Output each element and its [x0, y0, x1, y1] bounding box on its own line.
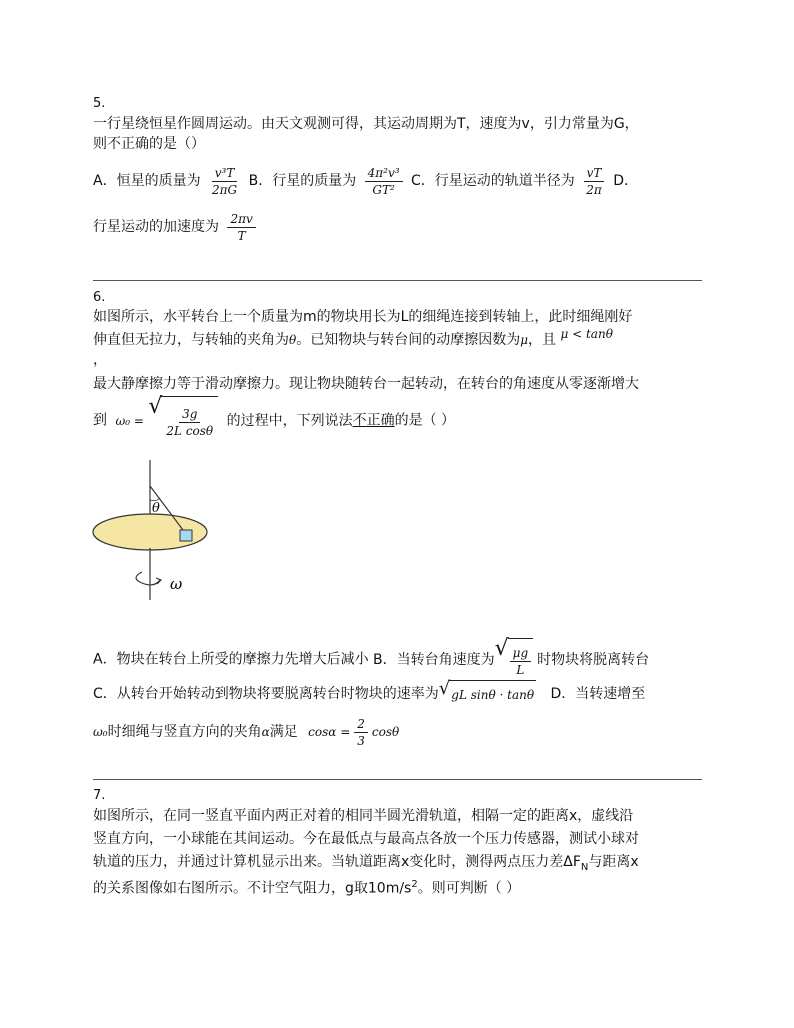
q6-condition: μ < tanθ — [560, 327, 613, 341]
separator — [93, 779, 702, 780]
q6-option-b[interactable]: B．当转台角速度为 √ $\frac{\mu g}{L}$ 时物块将脱离转台 — [373, 652, 649, 668]
mu-symbol: μ — [520, 333, 529, 347]
q5-option-d-formula: $\frac{2\pi v}{T}$ — [227, 212, 255, 243]
block — [180, 530, 192, 541]
q6-line2: 伸直但无拉力，与转轴的夹角为θ。已知物块与转台间的动摩擦因数为μ，且 μ < tanθ — [93, 327, 613, 348]
q5-option-d-label[interactable]: D． — [613, 173, 639, 189]
q7-line2: 竖直方向，一小球能在其间运动。今在最低点与最高点各放一个压力传感器，测试小球对 — [93, 831, 639, 847]
q7-line3: 轨道的压力，并通过计算机显示出来。当轨道距离x变化时，测得两点压力差$\Delta F_N$与距离x — [93, 854, 639, 873]
omega0-formula: √ $\frac{3g}{\text{2L cosθ}}$ — [148, 396, 218, 445]
q5-stem-line2: 则不正确的是（） — [93, 136, 205, 152]
q5-option-c[interactable]: C．行星运动的轨道半径为 $\frac{vT}{2\pi}$ — [411, 173, 613, 189]
omega-label: ω — [170, 575, 183, 593]
q6-option-d-label[interactable]: D．当转速增至 — [550, 685, 646, 702]
q5-option-a[interactable]: A．恒星的质量为 $\frac{\text{v³T}}{2\pi G}$ — [93, 173, 249, 189]
q5-options-row — [93, 158, 638, 204]
q6-line4: 到 ω₀ = √ $\frac{3g}{\text{2L cosθ}}$ 的过程中，下列说法不正确的是（ ） — [93, 396, 455, 445]
q7-line1: 如图所示，在同一竖直平面内两正对着的相同半圆光滑轨道，相隔一定的距离x，虚线沿 — [93, 808, 634, 824]
q6-options-cd — [93, 680, 645, 707]
q6-option-d-formula: cosα = $\frac{2}{3}$ cosθ — [308, 717, 400, 748]
q5-number: 5. — [93, 96, 106, 111]
q5-option-c-formula: $\frac{vT}{2\pi}$ — [583, 166, 605, 197]
q5-option-d[interactable]: 行星运动的加速度为 $\frac{2\pi v}{T}$ — [93, 204, 260, 250]
q6-option-c[interactable]: C．从转台开始转动到物块将要脱离转台时物块的速率为 √ gL sinθ · tanθ — [93, 686, 536, 702]
separator — [93, 280, 702, 281]
q6-line3: 最大静摩擦力等于滑动摩擦力。现让物块随转台一起转动，在转台的角速度从零逐渐增大 — [93, 376, 639, 392]
q7-line4: 的关系图像如右图所示。不计空气阻力，g取$10m/s^2$。则可判断（ ） — [93, 879, 521, 897]
omega0-lhs: ω₀ = — [115, 413, 144, 428]
q6-option-a[interactable]: A．物块在转台上所受的摩擦力先增大后减小 — [93, 651, 369, 668]
q6-number: 6. — [93, 290, 106, 305]
q6-options-ab — [93, 638, 649, 681]
q6-line1: 如图所示，水平转台上一个质量为m的物块用长为L的细绳连接到转轴上，此时细绳刚好 — [93, 309, 633, 325]
q7-number: 7. — [93, 788, 106, 803]
q5-option-b-formula: $\frac{\text{4π²v³}}{\text{GT²}}$ — [365, 166, 403, 197]
q5-option-a-formula: $\frac{\text{v³T}}{2\pi G}$ — [212, 165, 238, 197]
q6-option-d[interactable]: ω₀时细绳与竖直方向的夹角α满足 cosα = $\frac{2}{3}$ cosθ — [93, 717, 400, 748]
q5-stem-line1: 一行星绕恒星作圆周运动。由天文观测可得，其运动周期为T，速度为v，引力常量为G， — [93, 116, 639, 132]
q6-comma: ， — [93, 352, 107, 368]
theta-symbol: θ — [289, 333, 297, 347]
theta-label: θ — [152, 501, 160, 516]
q5-option-b[interactable]: B．行星的质量为 $\frac{\text{4π²v³}}{\text{GT²}}$ — [249, 173, 411, 189]
turntable-figure — [90, 460, 220, 605]
